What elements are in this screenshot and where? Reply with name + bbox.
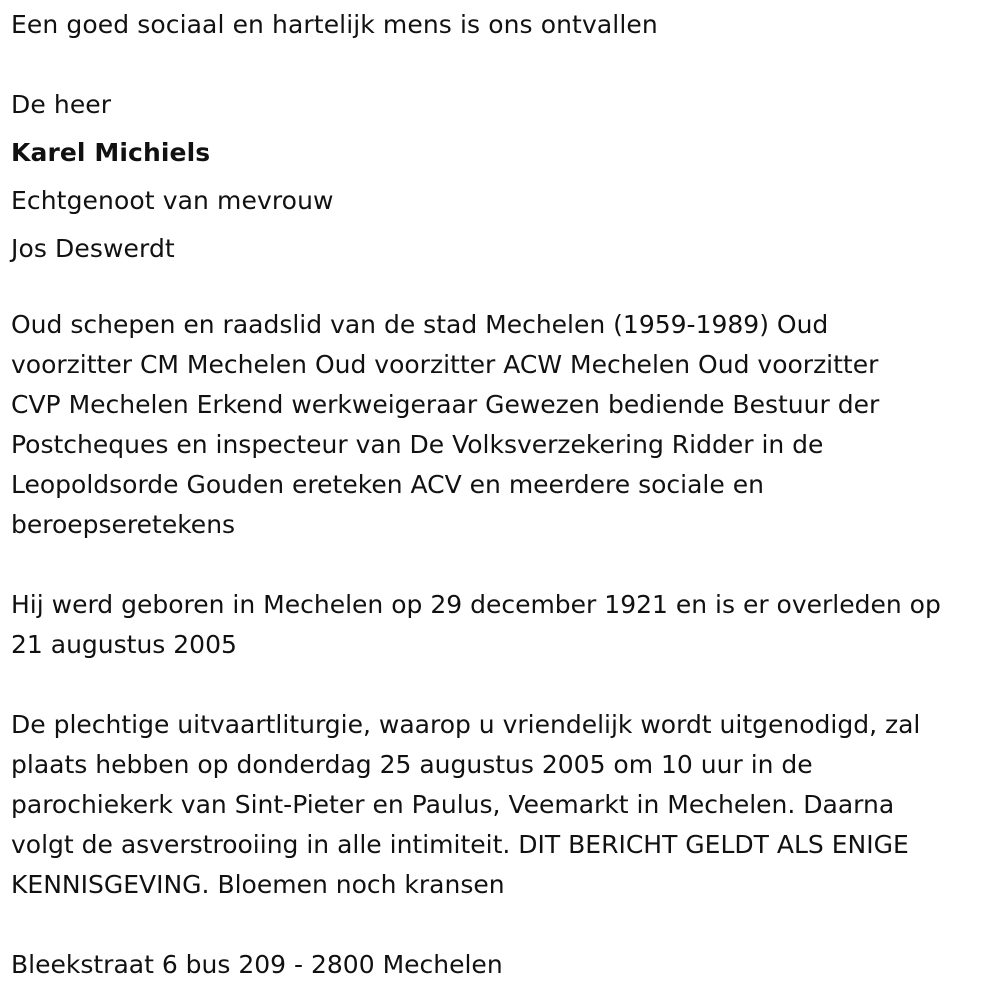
career-line: Postcheques en inspecteur van De Volksverzekering Ridder in de — [11, 430, 824, 459]
birth-line: 21 augustus 2005 — [11, 630, 237, 659]
address: Bleekstraat 6 bus 209 - 2800 Mechelen — [11, 950, 503, 979]
funeral-line: plaats hebben op donderdag 25 augustus 2005 om 10 uur in de — [11, 750, 813, 779]
career-line: Leopoldsorde Gouden ereteken ACV en meerdere sociale en — [11, 470, 764, 499]
funeral-line: De plechtige uitvaartliturgie, waarop u vriendelijk wordt uitgenodigd, zal — [11, 710, 921, 739]
spouse-label: Echtgenoot van mevrouw — [11, 186, 334, 215]
career-line: Oud schepen en raadslid van de stad Mechelen (1959-1989) Oud — [11, 310, 829, 339]
intro-text: Een goed sociaal en hartelijk mens is ons ontvallen — [11, 10, 658, 39]
career-line: voorzitter CM Mechelen Oud voorzitter ACW Mechelen Oud voorzitter — [11, 350, 879, 379]
birth-paragraph — [11, 585, 996, 665]
funeral-line: volgt de asverstrooiing in alle intimiteit. DIT BERICHT GELDT ALS ENIGE — [11, 830, 909, 859]
deceased-name: Karel Michiels — [11, 138, 211, 167]
obituary-notice — [11, 0, 996, 985]
spouse-name: Jos Deswerdt — [11, 234, 175, 263]
funeral-paragraph — [11, 705, 996, 905]
salutation: De heer — [11, 90, 112, 119]
career-line: beroepseretekens — [11, 510, 236, 539]
career-paragraph — [11, 305, 996, 545]
birth-line: Hij werd geboren in Mechelen op 29 december 1921 en is er overleden op — [11, 590, 941, 619]
career-line: CVP Mechelen Erkend werkweigeraar Gewezen bediende Bestuur der — [11, 390, 880, 419]
funeral-line: parochiekerk van Sint-Pieter en Paulus, Veemarkt in Mechelen. Daarna — [11, 790, 895, 819]
funeral-line: KENNISGEVING. Bloemen noch kransen — [11, 870, 505, 899]
